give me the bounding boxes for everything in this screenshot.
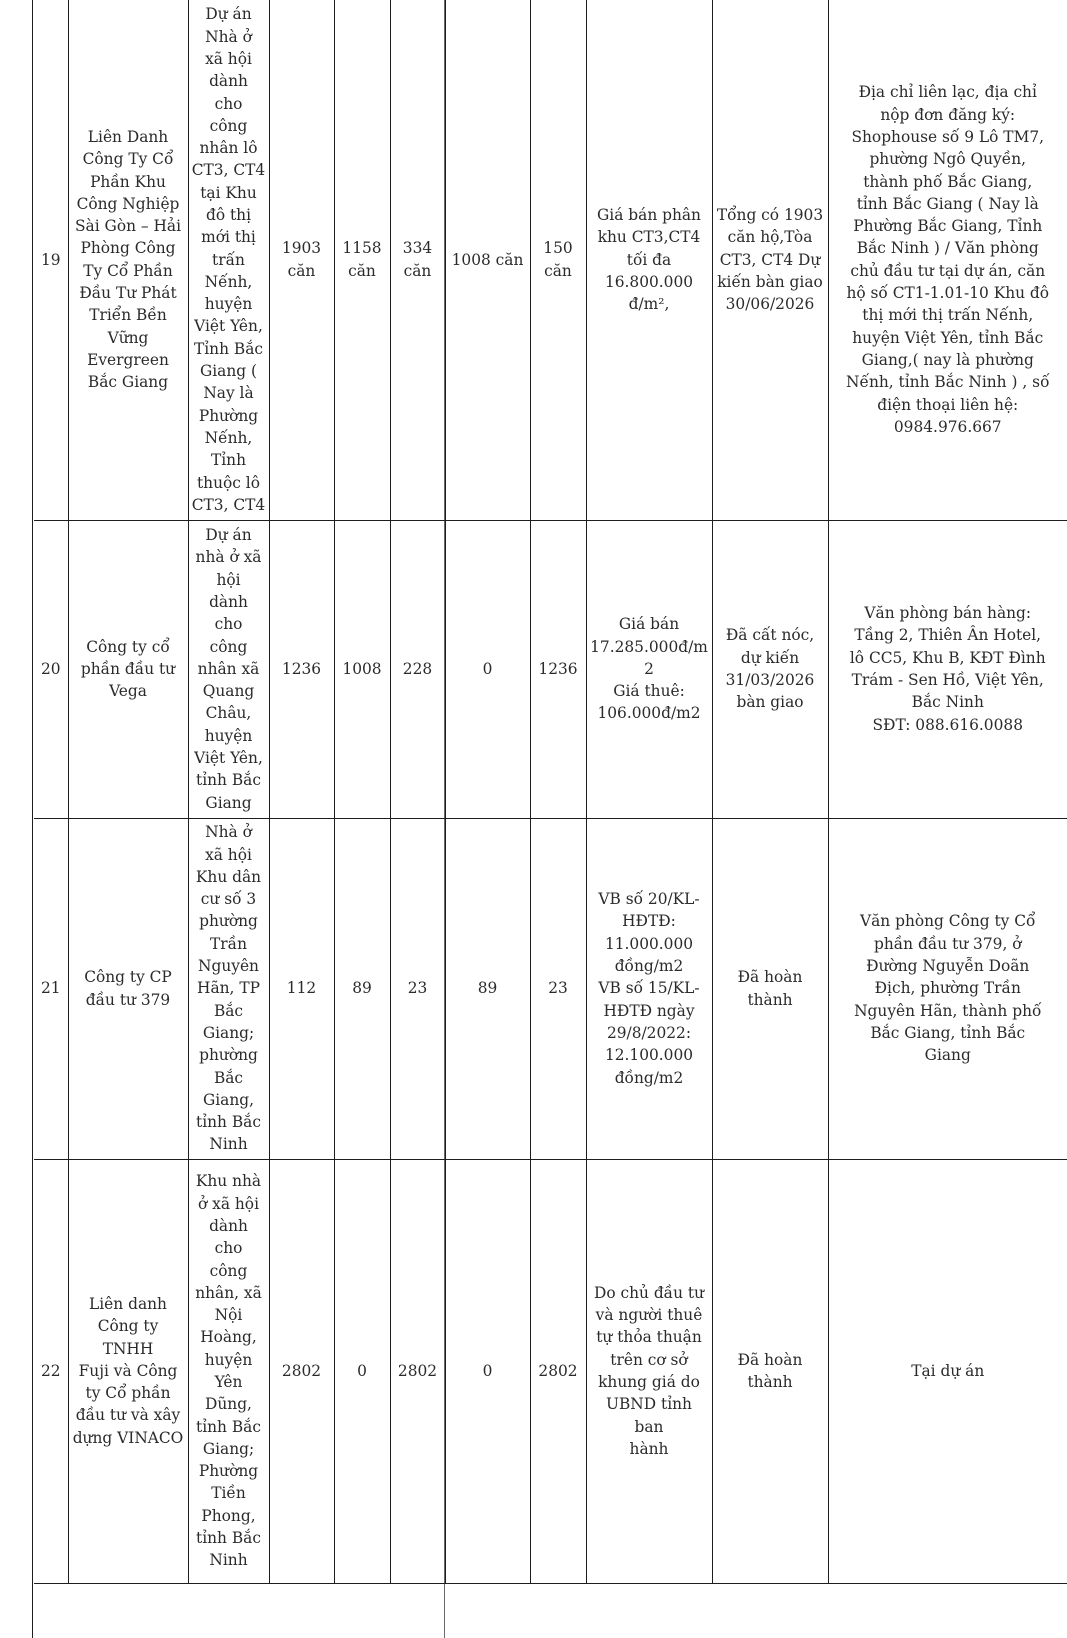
row-number: 22 [34,1159,68,1583]
units-col-6: 0 [445,520,530,818]
project-name: Dự án nhà ở xã hội dành cho công nhân xã Quang Châu, huyện Việt Yên, tỉnh Bắc Giang [188,520,269,818]
row-number: 20 [34,520,68,818]
contact-address: Tại dự án [828,1159,1067,1583]
units-col-4: 89 [334,818,390,1159]
price-info: Giá bán 17.285.000đ/m2 Giá thuê: 106.000đ/m2 [586,520,712,818]
progress-status: Đã cất nóc, dự kiến 31/03/2026 bàn giao [712,520,828,818]
total-units: 112 [269,818,334,1159]
row-number: 21 [34,818,68,1159]
total-units: 1903 căn [269,0,334,520]
units-col-6: 89 [445,818,530,1159]
project-name: Nhà ở xã hội Khu dân cư số 3 phường Trần Nguyên Hãn, TP Bắc Giang; phường Bắc Giang, tỉnh Bắc Ninh [188,818,269,1159]
progress-status: Đã hoàn thành [712,1159,828,1583]
investor-name: Công ty CP đầu tư 379 [68,818,188,1159]
table-row [34,520,1067,818]
total-units: 2802 [269,1159,334,1583]
units-col-4: 0 [334,1159,390,1583]
contact-address: Văn phòng bán hàng: Tầng 2, Thiên Ân Hotel, lô CC5, Khu B, KĐT Đình Trám - Sen Hồ, Việt Yên, Bắc Ninh SĐT: 088.616.0088 [828,520,1067,818]
investor-name: Liên Danh Công Ty Cổ Phần Khu Công Nghiệp Sài Gòn – Hải Phòng Công Ty Cổ Phần Đầu Tư Phát Triển Bền Vững Evergreen Bắc Giang [68,0,188,520]
project-name: Dự án Nhà ở xã hội dành cho công nhân lô CT3, CT4 tại Khu đô thị mới thị trấn Nếnh, huyện Việt Yên, Tỉnh Bắc Giang ( Nay là Phường Nếnh, Tỉnh thuộc lô CT3, CT4 [188,0,269,520]
investor-name: Công ty cổ phần đầu tư Vega [68,520,188,818]
contact-address: Văn phòng Công ty Cổ phần đầu tư 379, ở Đường Nguyễn Doãn Địch, phường Trần Nguyên Hãn, thành phố Bắc Giang, tỉnh Bắc Giang [828,818,1067,1159]
table-row [34,1159,1067,1583]
price-info: Giá bán phân khu CT3,CT4 tối đa 16.800.000 đ/m², [586,0,712,520]
table-row [34,0,1067,520]
table-row [34,818,1067,1159]
progress-status: Đã hoàn thành [712,818,828,1159]
progress-status: Tổng có 1903 căn hộ,Tòa CT3, CT4 Dự kiến bàn giao 30/06/2026 [712,0,828,520]
units-col-5: 228 [390,520,445,818]
units-col-5: 2802 [390,1159,445,1583]
contact-address: Địa chỉ liên lạc, địa chỉ nộp đơn đăng ký: Shophouse số 9 Lô TM7, phường Ngô Quyền, thành phố Bắc Giang, tỉnh Bắc Giang ( Nay là Phường Bắc Giang, Tỉnh Bắc Ninh ) / Văn phòng chủ đầu tư tại dự án, căn hộ số CT1-1.01-10 Khu đô thị mới thị trấn Nếnh, huyện Việt Yên, tỉnh Bắc Giang,( nay là phường Nếnh, tỉnh Bắc Ninh ) , số điện thoại liên hệ: 0984.976.667 [828,0,1067,520]
units-col-5: 334 căn [390,0,445,520]
units-col-6: 0 [445,1159,530,1583]
units-col-4: 1158 căn [334,0,390,520]
total-units: 1236 [269,520,334,818]
price-info: Do chủ đầu tư và người thuê tự thỏa thuận trên cơ sở khung giá do UBND tỉnh ban hành [586,1159,712,1583]
units-col-7: 2802 [530,1159,586,1583]
row-number: 19 [34,0,68,520]
units-col-6: 1008 căn [445,0,530,520]
project-name: Khu nhà ở xã hội dành cho công nhân, xã Nội Hoàng, huyện Yên Dũng, tỉnh Bắc Giang; Phường Tiền Phong, tỉnh Bắc Ninh [188,1159,269,1583]
units-col-4: 1008 [334,520,390,818]
price-info: VB số 20/KL- HĐTĐ: 11.000.000 đồng/m2 VB số 15/KL- HĐTĐ ngày 29/8/2022: 12.100.000 đồng/m2 [586,818,712,1159]
units-col-5: 23 [390,818,445,1159]
investor-name: Liên danh Công ty TNHH Fuji và Công ty Cổ phần đầu tư và xây dựng VINACO [68,1159,188,1583]
left-border-line [32,0,33,1638]
housing-project-table [34,0,1067,1584]
units-col-7: 23 [530,818,586,1159]
units-col-7: 150 căn [530,0,586,520]
units-col-7: 1236 [530,520,586,818]
